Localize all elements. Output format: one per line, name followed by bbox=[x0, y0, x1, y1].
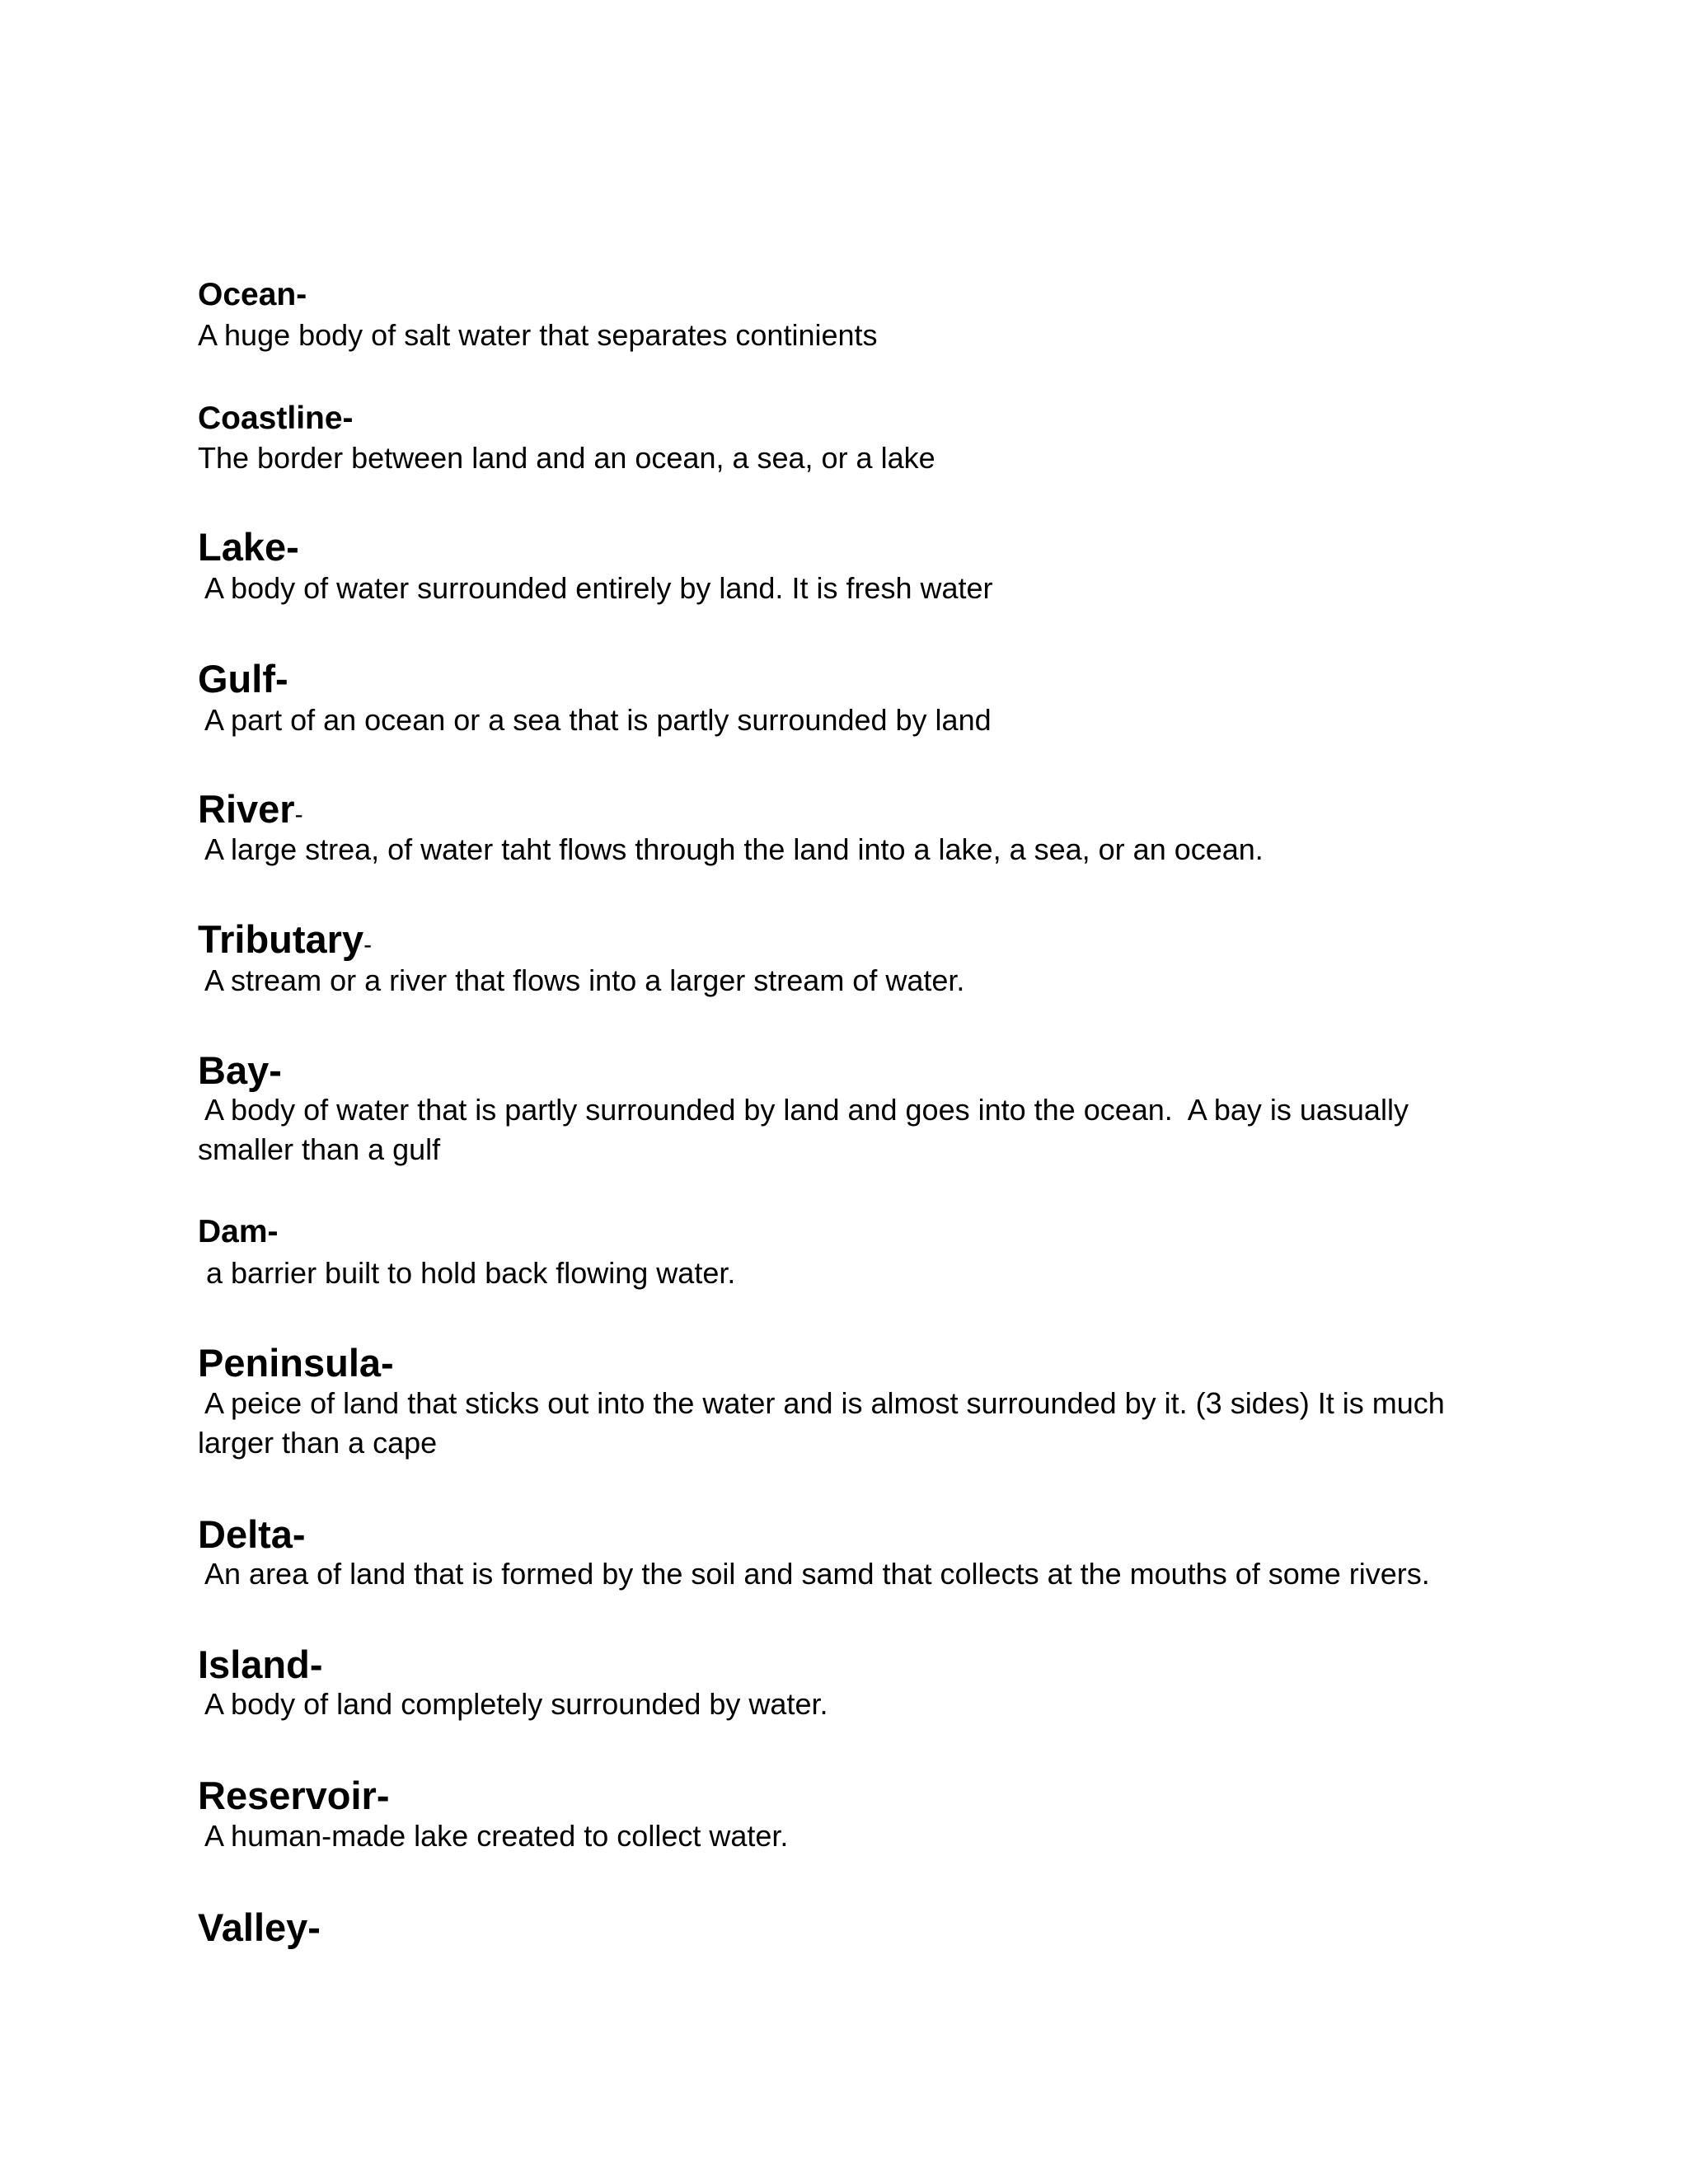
definition-reservoir-line-1: A human-made lake created to collect water. bbox=[198, 1819, 789, 1853]
term-river bbox=[198, 787, 303, 831]
definition-delta-line-1: An area of land that is formed by the soil and samd that collects at the mouths of some rivers. bbox=[198, 1557, 1430, 1591]
definition-ocean-line-1: A huge body of salt water that separates continients bbox=[198, 318, 878, 352]
term-valley: Valley- bbox=[198, 1905, 321, 1949]
term-tributary bbox=[198, 917, 373, 961]
definition-lake-line-1: A body of water surrounded entirely by land. It is fresh water bbox=[198, 571, 993, 605]
term-bay: Bay- bbox=[198, 1048, 282, 1092]
term-delta: Delta- bbox=[198, 1512, 306, 1556]
definition-bay-line-2: smaller than a gulf bbox=[198, 1132, 441, 1166]
definition-tributary-line-1: A stream or a river that flows into a larger stream of water. bbox=[198, 963, 965, 997]
term-tributary-suffix: - bbox=[363, 931, 373, 958]
term-dam: Dam- bbox=[198, 1214, 279, 1249]
definition-river-line-1: A large strea, of water taht flows through the land into a lake, a sea, or an ocean. bbox=[198, 832, 1264, 866]
term-river-label: River bbox=[198, 787, 295, 831]
term-lake: Lake- bbox=[198, 525, 299, 569]
term-reservoir: Reservoir- bbox=[198, 1774, 390, 1817]
definition-gulf-line-1: A part of an ocean or a sea that is partly surrounded by land bbox=[198, 703, 992, 737]
term-coastline: Coastline- bbox=[198, 401, 354, 436]
term-ocean: Ocean- bbox=[198, 277, 307, 312]
term-gulf: Gulf- bbox=[198, 657, 288, 701]
definition-peninsula-line-1: A peice of land that sticks out into the water and is almost surrounded by it. (3 sides) It is much bbox=[198, 1386, 1445, 1420]
definition-dam-line-1: a barrier built to hold back flowing water. bbox=[198, 1256, 736, 1290]
term-peninsula: Peninsula- bbox=[198, 1341, 394, 1385]
term-tributary-label: Tributary bbox=[198, 917, 364, 961]
definition-peninsula-line-2: larger than a cape bbox=[198, 1426, 438, 1460]
definition-bay-line-1: A body of water that is partly surrounded by land and goes into the ocean. A bay is uasually bbox=[198, 1093, 1409, 1127]
term-river-suffix: - bbox=[294, 801, 303, 828]
definition-coastline-line-1: The border between land and an ocean, a sea, or a lake bbox=[198, 441, 935, 475]
definition-island-line-1: A body of land completely surrounded by water. bbox=[198, 1687, 828, 1721]
term-island: Island- bbox=[198, 1643, 323, 1686]
